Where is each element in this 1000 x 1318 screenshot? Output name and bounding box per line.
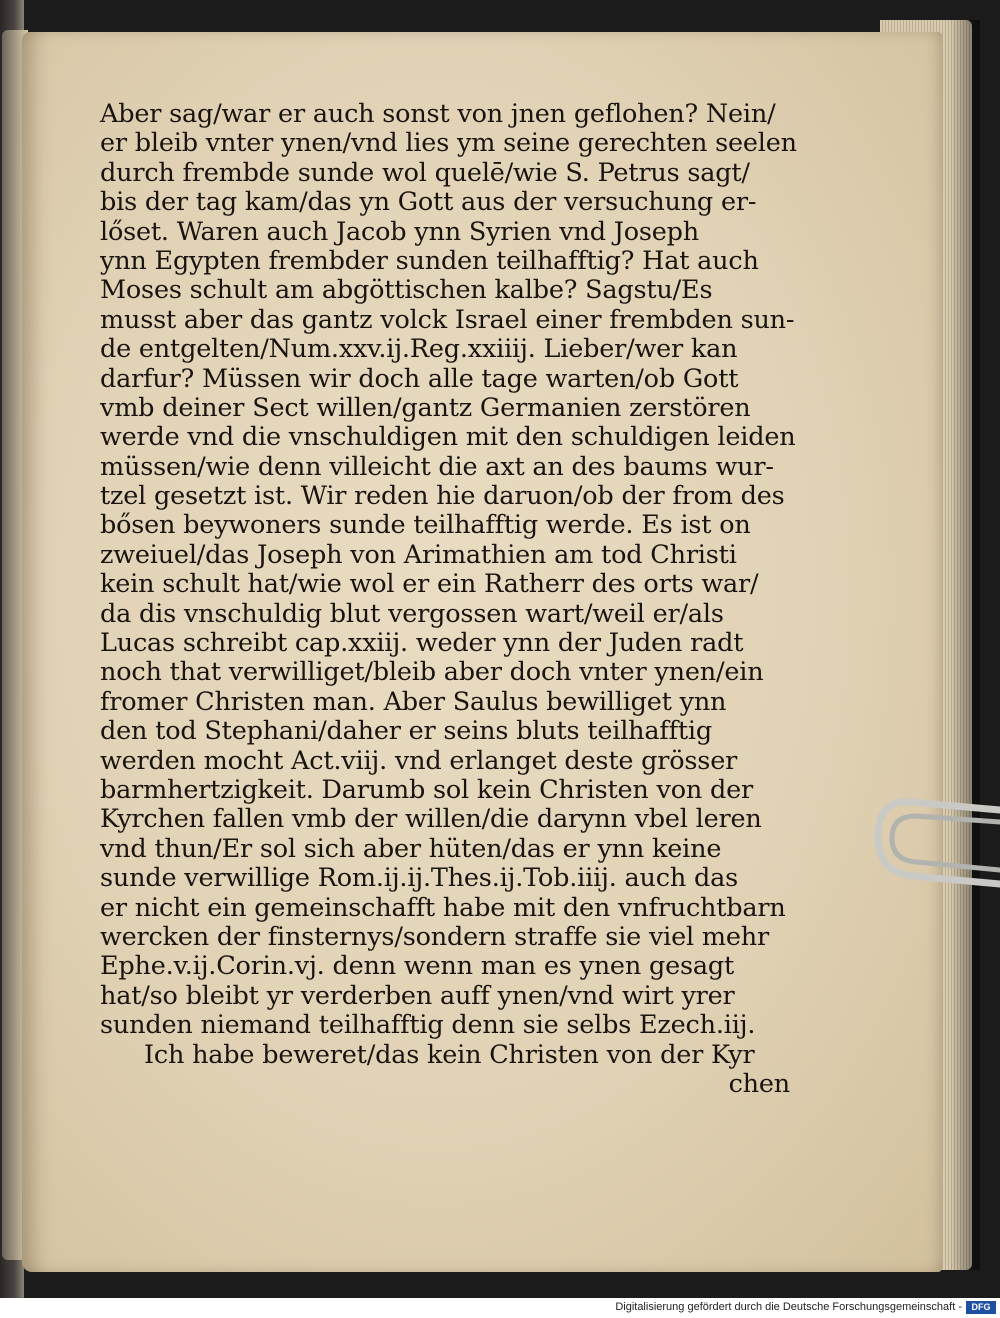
footer — [0, 1298, 1000, 1318]
page-stack-shadow — [950, 20, 980, 1270]
text-line: Ich habe beweret/das kein Christen von der Kyr — [144, 1039, 755, 1070]
text-line: tzel gesetzt ist. Wir reden hie daruon/ob der from des — [100, 481, 785, 512]
text-line: bis der tag kam/das yn Gott aus der versuchung er- — [100, 187, 757, 218]
text-line: sunden niemand teilhafftig denn sie selbs Ezech.iij. — [100, 1010, 756, 1041]
text-line: bősen beywoners sunde teilhafftig werde. Es ist on — [100, 510, 751, 541]
text-line: zweiuel/das Joseph von Arimathien am tod Christi — [100, 539, 737, 570]
dfg-logo-icon: DFG — [966, 1301, 996, 1314]
text-line: sunde verwillige Rom.ij.ij.Thes.ij.Tob.iiij. auch das — [100, 863, 739, 894]
text-line: Moses schult am abgöttischen kalbe? Sagstu/Es — [100, 275, 713, 306]
text-line: werde vnd die vnschuldigen mit den schuldigen leiden — [100, 422, 796, 453]
text-line: musst aber das gantz volck Israel einer frembden sun- — [100, 304, 795, 335]
text-line: da dis vnschuldig blut vergossen wart/weil er/als — [100, 598, 724, 629]
text-line: Aber sag/war er auch sonst von jnen geflohen? Nein/ — [100, 99, 776, 129]
text-line: Kyrchen fallen vmb der willen/die darynn vbel leren — [100, 804, 762, 835]
text-line: werden mocht Act.viij. vnd erlanget deste grösser — [100, 745, 738, 776]
text-line: de entgelten/Num.xxv.ij.Reg.xxiiij. Lieber/wer kan — [100, 334, 738, 365]
catchword: chen — [728, 1068, 790, 1099]
text-line: vmb deiner Sect willen/gantz Germanien zerstören — [100, 392, 751, 423]
text-line: er nicht ein gemeinschafft habe mit den vnfruchtbarn — [100, 892, 786, 923]
text-line: er bleib vnter ynen/vnd lies ym seine gerechten seelen — [100, 128, 797, 159]
text-line: vnd thun/Er sol sich aber hüten/das er ynn keine — [100, 833, 722, 864]
text-line: den tod Stephani/daher er seins bluts teilhafftig — [100, 716, 712, 747]
text-line: Ephe.v.ij.Corin.vj. denn wenn man es ynen gesagt — [100, 951, 735, 982]
page-text — [100, 100, 800, 1099]
text-line: barmhertzigkeit. Darumb sol kein Christen von der — [100, 774, 754, 805]
text-line: lőset. Waren auch Jacob ynn Syrien vnd Joseph — [100, 216, 700, 247]
text-line: durch frembde sunde wol quelē/wie S. Petrus sagt/ — [100, 157, 750, 188]
text-line: hat/so bleibt yr verderben auff ynen/vnd wirt yrer — [100, 980, 735, 1011]
text-line: fromer Christen man. Aber Saulus bewilliget ynn — [100, 686, 727, 717]
funding-notice: Digitalisierung gefördert durch die Deutsche Forschungsgemeinschaft - — [615, 1301, 962, 1313]
text-line: wercken der finsternys/sondern straffe sie viel mehr — [100, 921, 769, 952]
text-line: ynn Egypten frembder sunden teilhafftig? Hat auch — [100, 245, 759, 276]
text-line: darfur? Müssen wir doch alle tage warten/ob Gott — [100, 363, 739, 394]
text-line: kein schult hat/wie wol er ein Ratherr des orts war/ — [100, 569, 759, 600]
text-line: Lucas schreibt cap.xxiij. weder ynn der Juden radt — [100, 628, 744, 659]
text-line: müssen/wie denn villeicht die axt an des baums wur- — [100, 451, 774, 482]
text-line: noch that verwilliget/bleib aber doch vnter ynen/ein — [100, 657, 764, 688]
paper-clip-icon — [872, 792, 1000, 892]
